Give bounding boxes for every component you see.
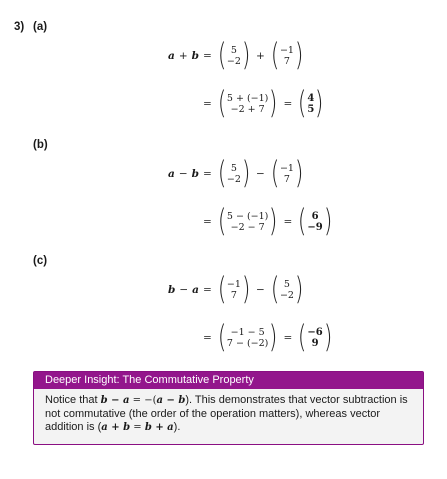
part-a-equation-line-1 — [168, 37, 305, 73]
question-number: 3) — [14, 21, 25, 33]
insight-math: = — [130, 422, 145, 433]
vector-components — [307, 327, 322, 349]
var-symbol: a — [168, 167, 175, 180]
vector-bottom: −2 − 7 — [230, 221, 265, 233]
left-paren: ( — [217, 155, 227, 191]
result-vector — [296, 85, 325, 121]
vector-bottom: 7 — [230, 289, 237, 301]
left-paren: ( — [298, 85, 307, 121]
var-symbol: b — [168, 283, 176, 296]
left-paren: ( — [270, 271, 280, 307]
right-paren: ) — [315, 85, 324, 121]
vector-components — [227, 327, 268, 349]
vector-components — [307, 211, 322, 233]
vector-components — [280, 163, 294, 185]
equals-sign: = — [203, 215, 212, 228]
vector-bottom: 7 — [283, 55, 290, 67]
operator: + — [178, 49, 188, 62]
vector-top: −1 − 5 — [230, 326, 265, 338]
column-vector — [216, 203, 280, 239]
vector-components — [280, 45, 294, 67]
equals-sign: = — [203, 97, 212, 110]
var-symbol: a — [168, 49, 175, 62]
vector-top: 5 — [283, 278, 290, 290]
equals-sign: = — [283, 97, 293, 110]
equals-sign: = — [202, 283, 212, 296]
column-vector — [269, 37, 305, 73]
vector-components — [307, 93, 314, 115]
left-paren: ( — [298, 203, 307, 239]
insight-text: ). This demonstrates that vector subtraction is not commutative (the order of the operation matters), whereas vector addition is ( — [45, 394, 408, 433]
var-symbol: b — [191, 167, 199, 180]
vector-components — [227, 211, 268, 233]
part-c-label: (c) — [33, 255, 48, 267]
right-paren: ) — [269, 319, 278, 355]
column-vector — [216, 155, 252, 191]
vector-components — [227, 279, 241, 301]
operator: + — [256, 49, 265, 62]
equals-sign: = — [202, 167, 212, 180]
equals-sign: = — [203, 331, 212, 344]
part-b-label: (b) — [33, 139, 48, 151]
vector-top: 6 — [311, 210, 319, 222]
column-vector — [216, 319, 280, 355]
vector-bottom: −2 — [279, 289, 294, 301]
insight-math: b − a — [100, 395, 130, 406]
vector-top: 5 — [230, 162, 237, 174]
insight-math: = −( — [129, 395, 157, 406]
column-vector — [216, 37, 252, 73]
left-paren: ( — [217, 37, 227, 73]
insight-math: a + b — [101, 422, 131, 433]
var-symbol: b — [191, 49, 199, 62]
vector-bottom: −2 — [226, 55, 241, 67]
operator: − — [256, 283, 265, 296]
vector-top: −1 — [226, 278, 241, 290]
vector-top: −1 — [279, 44, 294, 56]
right-paren: ) — [294, 271, 304, 307]
right-paren: ) — [294, 37, 304, 73]
part-a-label: (a) — [33, 21, 48, 33]
vector-top: 5 + (−1) — [226, 92, 269, 104]
vector-top: −6 — [307, 326, 323, 338]
part-a-equation-line-2 — [199, 85, 326, 121]
left-paren: ( — [298, 319, 307, 355]
result-vector — [296, 203, 334, 239]
equals-sign: = — [283, 331, 293, 344]
vector-components — [227, 163, 241, 185]
vector-top: −1 — [279, 162, 294, 174]
left-paren: ( — [270, 155, 280, 191]
column-vector — [269, 271, 305, 307]
vector-bottom: 9 — [311, 337, 319, 349]
vector-components — [227, 45, 241, 67]
right-paren: ) — [294, 155, 304, 191]
insight-title: Deeper Insight: The Commutative Property — [34, 372, 423, 389]
operator: − — [178, 167, 188, 180]
part-b-equation-line-1 — [168, 155, 305, 191]
vector-bottom: 7 − (−2) — [226, 337, 269, 349]
insight-math: a − b — [156, 395, 186, 406]
right-paren: ) — [241, 271, 251, 307]
right-paren: ) — [241, 37, 251, 73]
part-b-equation-line-2 — [199, 203, 334, 239]
vector-bottom: −9 — [307, 221, 323, 233]
left-paren: ( — [217, 85, 227, 121]
insight-math: b + a — [144, 422, 174, 433]
vector-top: 4 — [307, 92, 315, 104]
insight-box — [33, 371, 424, 445]
var-symbol: a — [192, 283, 199, 296]
left-paren: ( — [217, 271, 227, 307]
left-paren: ( — [217, 203, 227, 239]
column-vector — [216, 271, 252, 307]
vector-bottom: 5 — [307, 103, 315, 115]
equals-sign: = — [202, 49, 212, 62]
vector-components — [280, 279, 294, 301]
part-c-equation-line-2 — [199, 319, 334, 355]
operator: − — [179, 283, 189, 296]
left-paren: ( — [217, 319, 227, 355]
part-c-equation-line-1 — [168, 271, 305, 307]
column-vector — [216, 85, 280, 121]
insight-body — [34, 389, 423, 435]
right-paren: ) — [269, 203, 278, 239]
vector-top: 5 — [230, 44, 237, 56]
equals-sign: = — [283, 215, 293, 228]
result-vector — [296, 319, 334, 355]
vector-bottom: −2 + 7 — [230, 103, 265, 115]
vector-bottom: −2 — [226, 173, 241, 185]
column-vector — [269, 155, 305, 191]
insight-text: ). — [173, 421, 181, 433]
right-paren: ) — [269, 85, 278, 121]
operator: − — [256, 167, 265, 180]
insight-text: Notice that — [45, 394, 101, 406]
right-paren: ) — [323, 203, 333, 239]
right-paren: ) — [323, 319, 333, 355]
vector-bottom: 7 — [283, 173, 290, 185]
right-paren: ) — [241, 155, 251, 191]
vector-top: 5 − (−1) — [226, 210, 269, 222]
left-paren: ( — [270, 37, 280, 73]
vector-components — [227, 93, 268, 115]
